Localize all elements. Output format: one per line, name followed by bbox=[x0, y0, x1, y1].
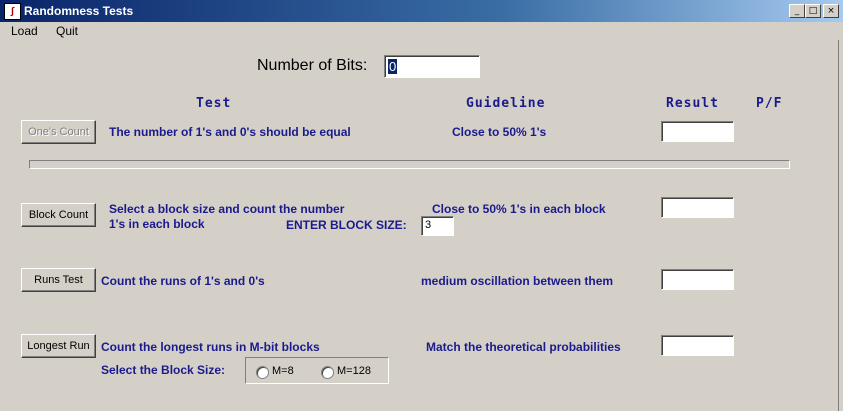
radio-m128-label: M=128 bbox=[337, 365, 371, 377]
block-guideline: Close to 50% 1's in each block bbox=[432, 202, 606, 216]
block-size-label: ENTER BLOCK SIZE: bbox=[286, 218, 407, 232]
ones-description: The number of 1's and 0's should be equal bbox=[109, 125, 351, 139]
longest-description: Count the longest runs in M-bit blocks bbox=[101, 340, 320, 354]
longest-guideline: Match the theoretical probabilities bbox=[426, 340, 621, 354]
block-size-input[interactable] bbox=[421, 216, 454, 236]
menu-load[interactable]: Load bbox=[11, 24, 38, 38]
close-button[interactable]: × bbox=[823, 4, 839, 18]
bits-label: Number of Bits: bbox=[257, 57, 368, 74]
radio-m8[interactable] bbox=[256, 366, 269, 379]
menu-quit[interactable]: Quit bbox=[56, 24, 79, 38]
ones-guideline: Close to 50% 1's bbox=[452, 125, 547, 139]
window-edge bbox=[838, 40, 839, 411]
maximize-button[interactable]: □ bbox=[805, 4, 821, 18]
longest-result-field[interactable] bbox=[661, 335, 734, 356]
minimize-button[interactable]: _ bbox=[789, 4, 805, 18]
separator-bar bbox=[29, 160, 790, 169]
block-description-line2: 1's in each block bbox=[109, 217, 205, 231]
header-guideline: Guideline bbox=[466, 96, 546, 111]
title-bar bbox=[0, 0, 843, 22]
longest-run-button[interactable]: Longest Run bbox=[21, 334, 96, 358]
header-pf: P/F bbox=[756, 96, 783, 111]
block-count-button[interactable]: Block Count bbox=[21, 203, 96, 227]
radio-m128[interactable] bbox=[321, 366, 334, 379]
runs-description: Count the runs of 1's and 0's bbox=[101, 274, 265, 288]
block-size-radio-group bbox=[245, 357, 389, 384]
bits-input[interactable] bbox=[384, 55, 480, 78]
bits-value: 0 bbox=[389, 59, 397, 74]
block-description-line1: Select a block size and count the number bbox=[109, 202, 345, 216]
menu-bar bbox=[0, 22, 843, 40]
block-size-value: 3 bbox=[425, 219, 432, 231]
block-size-select-label: Select the Block Size: bbox=[101, 363, 226, 377]
ones-count-button[interactable]: One's Count bbox=[21, 120, 96, 144]
ones-result-field[interactable] bbox=[661, 121, 734, 142]
app-icon: ∫ bbox=[4, 3, 21, 20]
runs-test-button[interactable]: Runs Test bbox=[21, 268, 96, 292]
runs-guideline: medium oscillation between them bbox=[421, 274, 614, 288]
window-title: Randomness Tests bbox=[24, 4, 134, 18]
runs-result-field[interactable] bbox=[661, 269, 734, 290]
block-result-field[interactable] bbox=[661, 197, 734, 218]
header-result: Result bbox=[666, 96, 719, 111]
radio-m8-label: M=8 bbox=[272, 365, 294, 377]
header-test: Test bbox=[196, 96, 232, 111]
